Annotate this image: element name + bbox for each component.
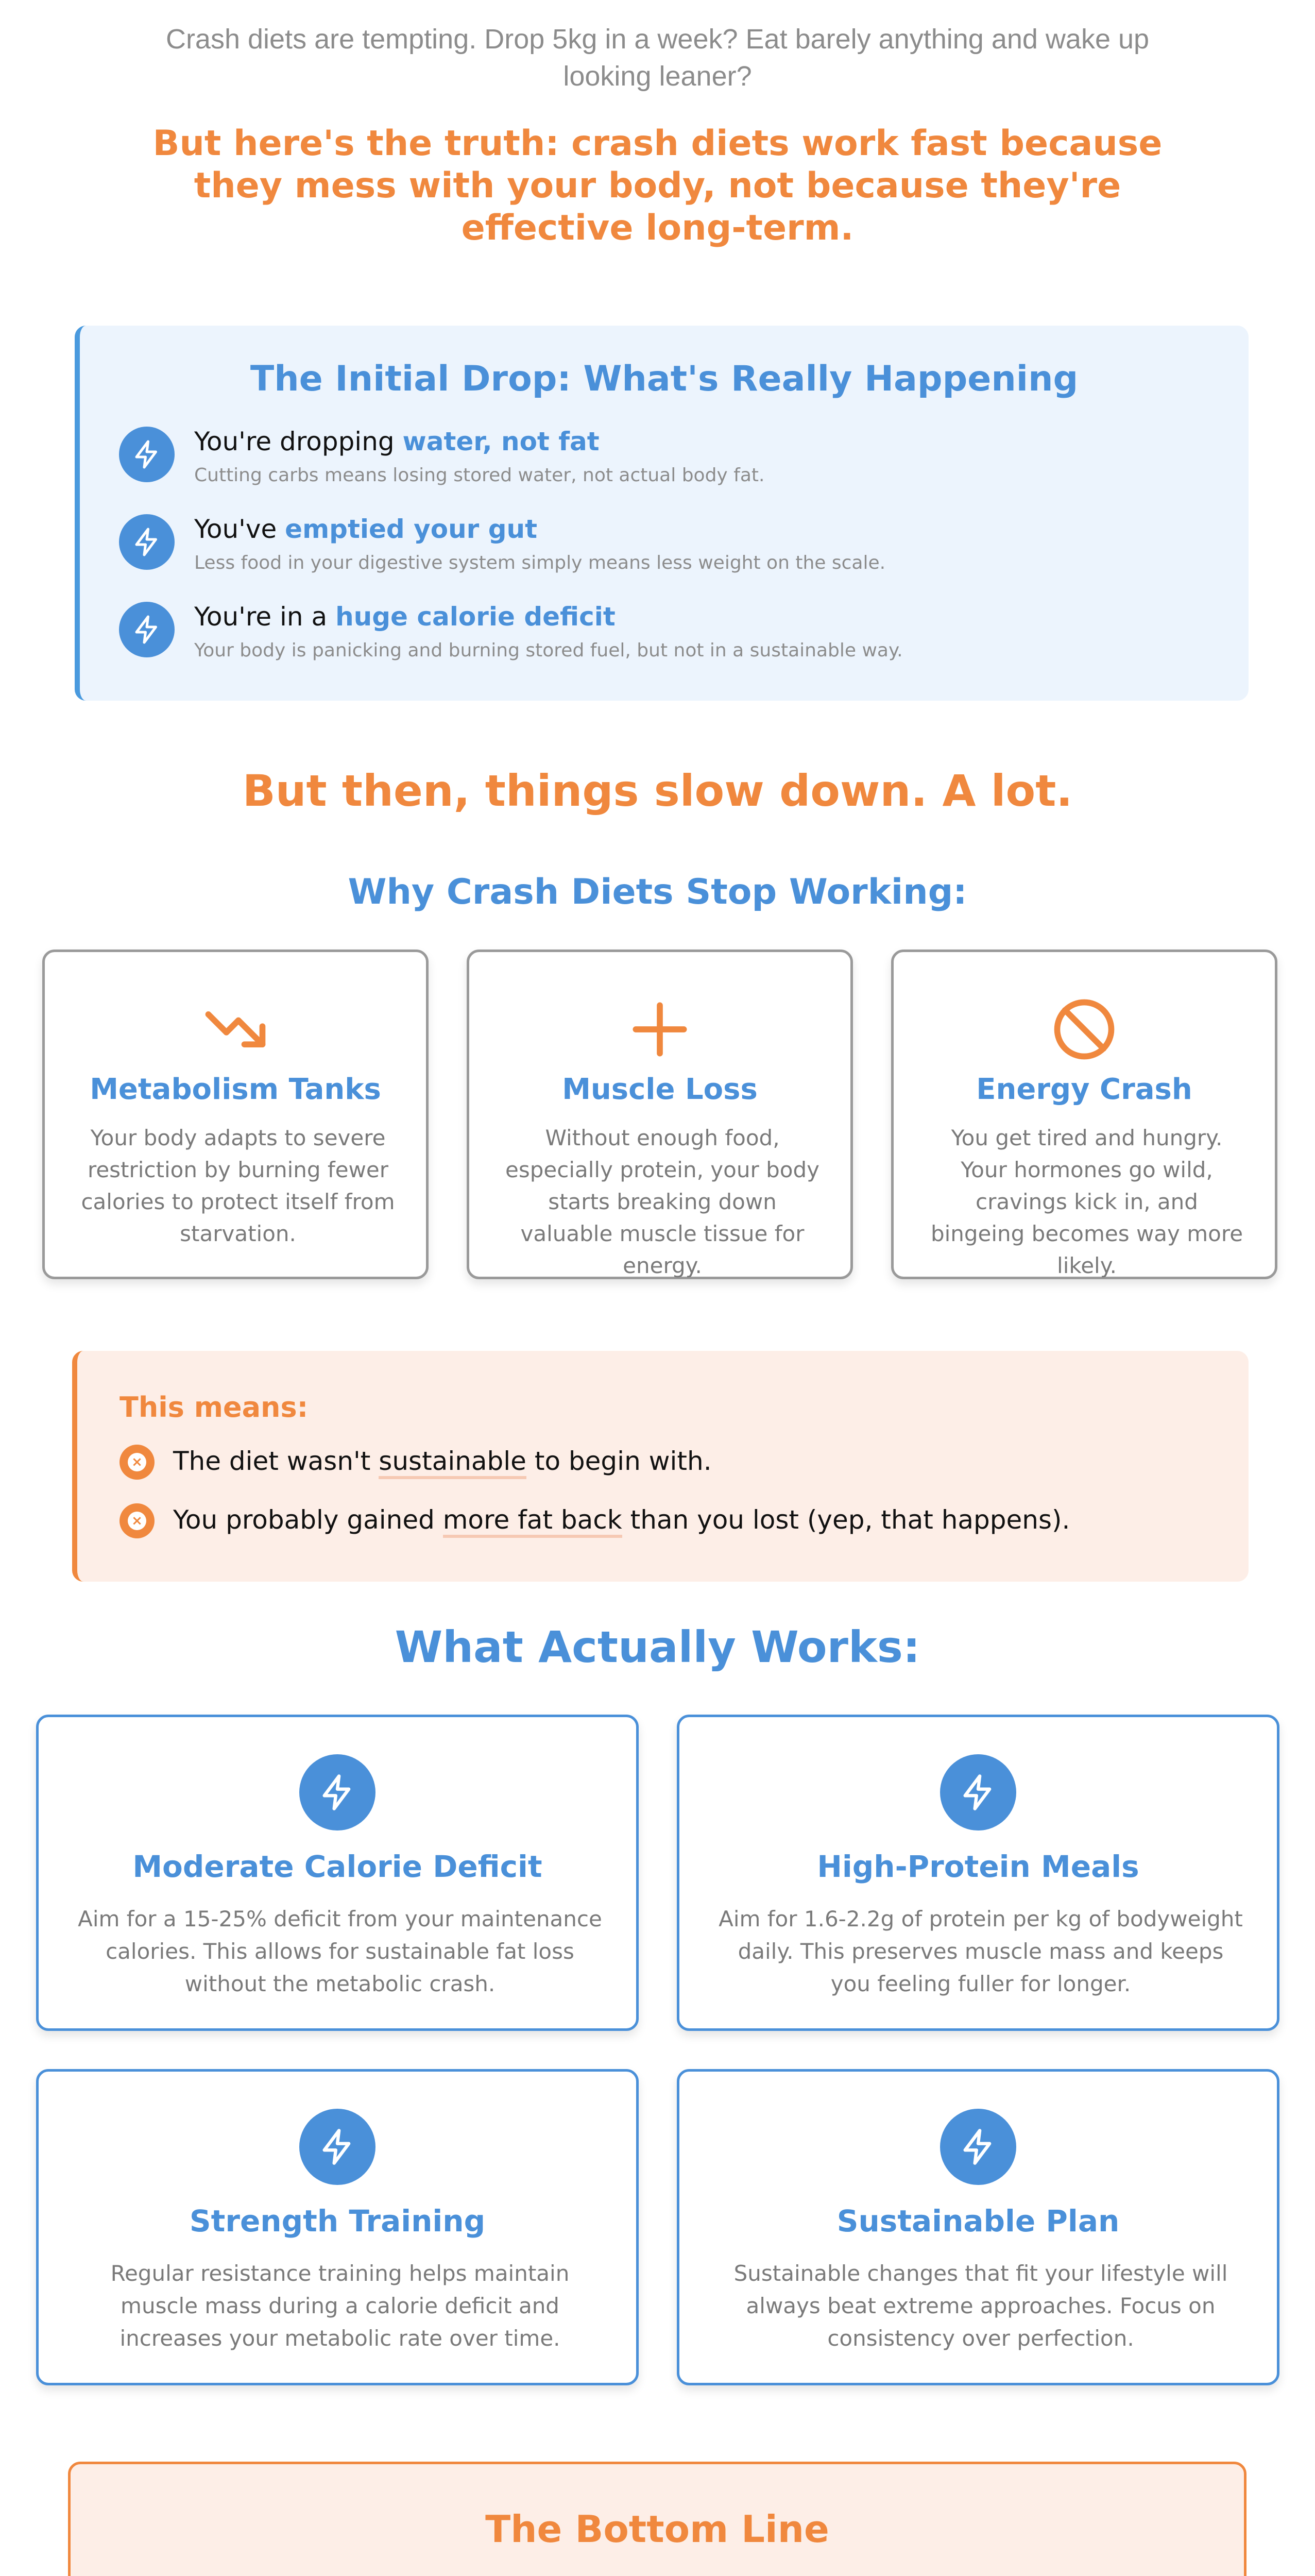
drop-item-description: Less food in your digestive system simply means less weight on the scale. [194,552,886,573]
initial-drop-panel [75,326,1249,701]
card-description: Aim for a 15-25% deficit from your maintenance calories. This allows for sustainable fat loss without the metabolic crash. [78,1906,602,1996]
lightning-icon [119,427,175,482]
lightning-icon [119,602,175,657]
lightning-icon [940,1754,1016,1831]
this-means-panel [72,1351,1249,1582]
card-description: You get tired and hungry. Your hormones go wild, cravings kick in, and bingeing becomes way more likely. [930,1125,1243,1278]
card-description: Sustainable changes that fit your lifestyle will always beat extreme approaches. Focus on consistency over perfection. [733,2261,1228,2351]
works-card-high-protein [677,1715,1279,2031]
drop-item [119,427,1201,504]
trending-down-icon [45,993,426,1065]
why-card-metabolism [42,950,429,1279]
this-means-title: This means: [119,1391,309,1423]
means-item-text: You probably gained more fat back than you lost (yep, that happens). [173,1500,1070,1539]
works-card-strength-training [36,2069,639,2385]
bottom-line-title: The Bottom Line [485,2507,829,2551]
slowdown-heading: But then, things slow down. A lot. [242,766,1073,816]
card-title: High-Protein Meals [817,1849,1139,1884]
card-title: Metabolism Tanks [90,1073,381,1106]
means-item [119,1500,1201,1541]
works-card-sustainable-plan [677,2069,1279,2385]
card-title: Sustainable Plan [836,2204,1120,2239]
card-description: Aim for 1.6-2.2g of protein per kg of bodyweight daily. This preserves muscle mass and keeps you feeling fuller for longer. [719,1906,1243,1996]
means-item-text: The diet wasn't sustainable to begin with. [173,1442,712,1481]
bottom-line-panel [68,2462,1246,2576]
intro-question: Crash diets are tempting. Drop 5kg in a week? Eat barely anything and wake up looking leaner? [165,24,1150,92]
card-description: Regular resistance training helps maintain muscle mass during a calorie deficit and increases your metabolic rate over time. [110,2261,570,2351]
drop-item [119,514,1201,591]
lightning-icon [940,2109,1016,2185]
works-heading: What Actually Works: [395,1622,920,1672]
drop-item-description: Cutting carbs means losing stored water, not actual body fat. [194,465,765,486]
card-description: Your body adapts to severe restriction by burning fewer calories to protect itself from starvation. [81,1125,395,1246]
card-title: Moderate Calorie Deficit [132,1849,542,1884]
drop-item-heading: You're dropping water, not fat [194,427,600,456]
x-circle-icon: × [119,1445,155,1480]
why-heading: Why Crash Diets Stop Working: [348,872,967,912]
drop-item-heading: You're in a huge calorie deficit [194,602,616,632]
lightning-icon [119,514,175,570]
lightning-icon [299,1754,375,1831]
truth-statement: But here's the truth: crash diets work fast because they mess with your body, not because they're effective long-term. [152,123,1163,248]
initial-drop-title: The Initial Drop: What's Really Happening [250,359,1079,399]
card-description: Without enough food, especially protein, your body starts breaking down valuable muscle tissue for energy. [505,1125,819,1278]
why-card-muscle [467,950,853,1279]
means-item [119,1442,1201,1483]
why-card-energy [891,950,1277,1279]
drop-item-heading: You've emptied your gut [194,514,538,544]
drop-item [119,602,1201,679]
plus-icon [469,993,850,1065]
card-title: Strength Training [189,2204,486,2239]
works-card-calorie-deficit [36,1715,639,2031]
lightning-icon [299,2109,375,2185]
card-title: Muscle Loss [562,1073,758,1106]
drop-item-description: Your body is panicking and burning stored fuel, but not in a sustainable way. [194,640,903,661]
x-circle-icon: × [119,1503,155,1538]
ban-icon [894,993,1275,1065]
card-title: Energy Crash [976,1073,1192,1106]
